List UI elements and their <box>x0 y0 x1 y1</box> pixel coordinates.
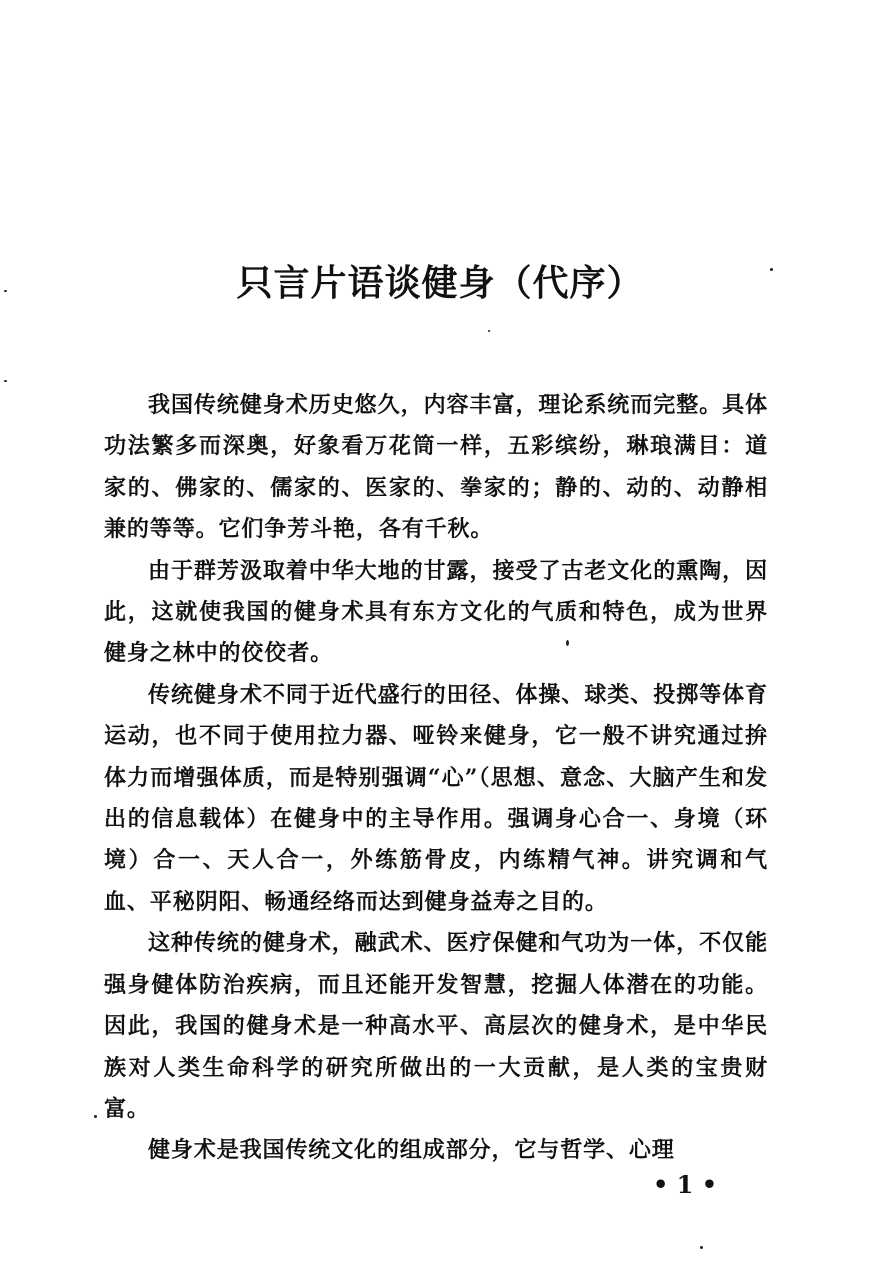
scan-speck <box>94 1115 97 1118</box>
scan-speck <box>488 330 490 332</box>
paragraph: 我国传统健身术历史悠久，内容丰富，理论系统而完整。具体功法繁多而深奥，好象看万花筒一样，五彩缤纷，琳琅满目：道家的、佛家的、儒家的、医家的、拳家的；静的、动的、动静相兼的等等。它们争芳斗艳，各有千秋。 <box>104 392 768 543</box>
scan-speck <box>770 268 773 271</box>
chapter-title: 只言片语谈健身（代序） <box>236 262 644 304</box>
scan-speck <box>4 380 7 382</box>
scan-speck <box>700 1246 703 1249</box>
body-text <box>104 385 768 1172</box>
scan-speck <box>566 640 569 646</box>
paragraph: 这种传统的健身术，融武术、医疗保健和气功为一体，不仅能强身健体防治疾病，而且还能开发智慧，挖掘人体潜在的功能。因此，我国的健身术是一种高水平、高层次的健身术，是中华民族对人类生命科学的研究所做出的一大贡献，是人类的宝贵财富。 <box>104 930 768 1122</box>
scan-speck <box>4 290 7 292</box>
paragraph: 健身术是我国传统文化的组成部分，它与哲学、心理 <box>148 1137 675 1164</box>
paragraph: 传统健身术不同于近代盛行的田径、体操、球类、投掷等体育运动，也不同于使用拉力器、哑铃来健身，它一般不讲究通过拚体力而增强体质，而是特别强调“心”（思想、意念、大脑产生和发出的信息载体）在健身中的主导作用。强调身心合一、身境（环境）合一、天人合一，外练筋骨皮，内练精气神。讲究调和气血、平秘阴阳、畅通经络而达到健身益寿之目的。 <box>104 681 768 915</box>
paragraph: 由于群芳汲取着中华大地的甘露，接受了古老文化的熏陶，因此，这就使我国的健身术具有东方文化的气质和特色，成为世界健身之林中的佼佼者。 <box>104 557 768 667</box>
page-number: • 1 • <box>652 1170 718 1199</box>
